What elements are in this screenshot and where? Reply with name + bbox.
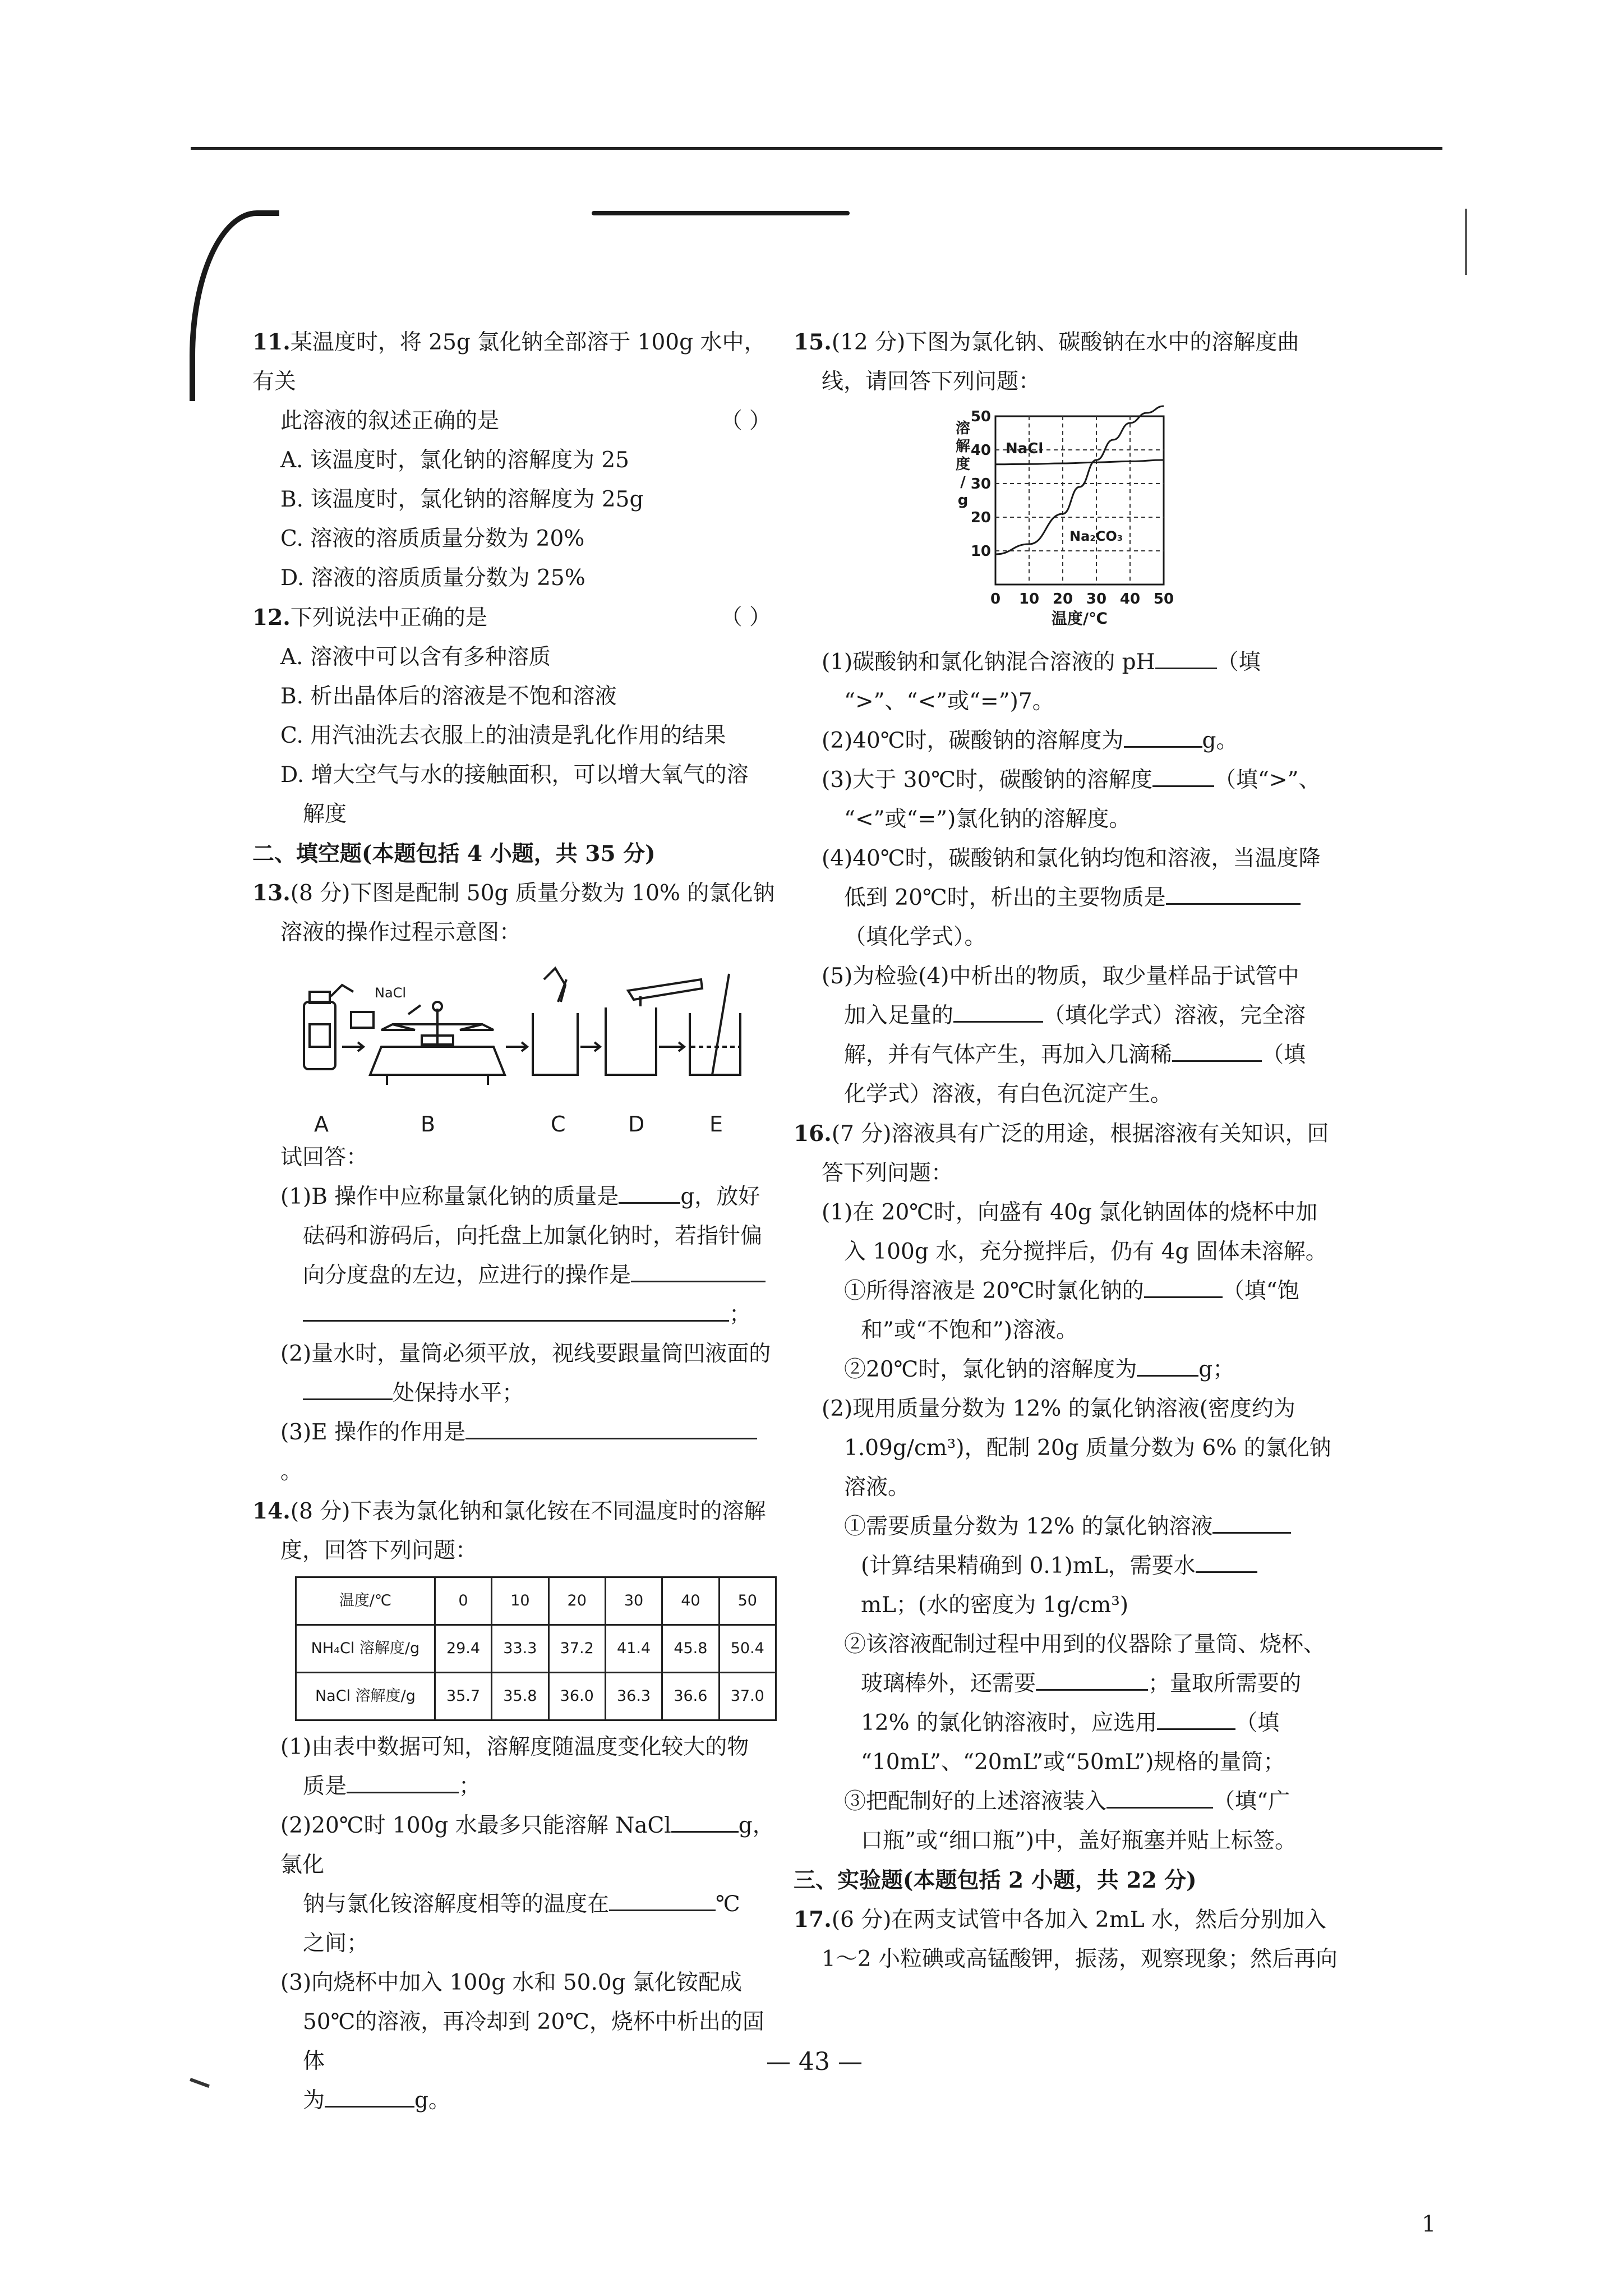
table-cell: 41.4 (605, 1625, 662, 1673)
table-cell: 37.0 (719, 1673, 776, 1720)
beaker-c (533, 968, 578, 1075)
table-cell: 40 (662, 1577, 719, 1625)
text: g，氯化 (280, 1813, 774, 1878)
nacl-label: NaCl (375, 985, 407, 1001)
text: 50℃的溶液，再冷却到 20℃，烧杯中析出的固体 (303, 2009, 764, 2074)
balance-b (370, 1002, 505, 1085)
question-number: 14. (252, 1498, 291, 1524)
question-stem: (12 分)下图为氯化钠、碳酸钠在水中的溶解度曲 (831, 330, 1299, 355)
question-stem: (6 分)在两支试管中各加入 2mL 水，然后分别加入 (831, 1907, 1326, 1932)
question-12 (252, 598, 777, 834)
text: 加入足量的 (844, 1003, 954, 1028)
question-number: 11. (252, 329, 291, 355)
text: (3)大于 30℃时，碳酸钠的溶解度 (822, 767, 1152, 793)
text: ①需要质量分数为 12% 的氯化钠溶液 (844, 1514, 1213, 1539)
text: (1)碳酸钠和氯化钠混合溶液的 pH (822, 650, 1155, 675)
x-tick-label: 10 (1018, 591, 1040, 608)
text: （填 (1262, 1042, 1306, 1068)
table-cell: NH₄Cl 溶解度/g (296, 1625, 435, 1673)
answer-blank[interactable] (1166, 883, 1301, 905)
table-cell: 36.6 (662, 1673, 719, 1720)
prompt: 试回答： (280, 1145, 368, 1170)
question-stem: 此溶液的叙述正确的是 (280, 408, 500, 434)
beaker-d (606, 979, 702, 1075)
answer-blank[interactable] (619, 1182, 680, 1204)
reagent-bottle-a (304, 985, 374, 1069)
series-label-nacl: NaCl (1006, 440, 1044, 457)
text: g； (1198, 1357, 1235, 1382)
y-tick-label: 20 (970, 509, 991, 526)
table-cell: 50.4 (719, 1625, 776, 1673)
table-cell: 0 (435, 1577, 491, 1625)
question-17 (794, 1900, 1349, 1979)
label-b: B (421, 1112, 436, 1137)
text: ①所得溶液是 20℃时氯化钠的 (844, 1278, 1144, 1304)
question-number: 15. (794, 329, 832, 355)
answer-blank[interactable] (1157, 1708, 1235, 1730)
text: 处保持水平； (393, 1381, 524, 1406)
question-14 (252, 1492, 777, 2120)
answer-blank[interactable] (953, 1001, 1043, 1023)
text: (3)向烧杯中加入 100g 水和 50.0g 氯化铵配成 (280, 1970, 743, 1995)
text: (2)40℃时，碳酸钠的溶解度为 (822, 728, 1124, 753)
text: (1)在 20℃时，向盛有 40g 氯化钠固体的烧杯中加 (822, 1200, 1318, 1225)
question-stem: 线，请回答下列问题： (822, 369, 1041, 394)
answer-blank[interactable] (1212, 1512, 1291, 1534)
text: 化学式）溶液，有白色沉淀产生。 (844, 1082, 1173, 1107)
text: 向分度盘的左边，应进行的操作是 (303, 1263, 631, 1288)
text: (2)现用质量分数为 12% 的氯化钠溶液(密度约为 (822, 1396, 1295, 1421)
y-tick-label: 10 (970, 543, 991, 560)
table-cell: 36.0 (548, 1673, 605, 1720)
text: 玻璃棒外，还需要 (861, 1671, 1036, 1696)
text: ③把配制好的上述溶液装入 (844, 1789, 1107, 1814)
scan-edge-mark-bottom (190, 2078, 210, 2088)
option-d: D. 溶液的溶质质量分数为 25% (280, 565, 585, 591)
text: “10mL”、“20mL”或“50mL”)规格的量筒； (861, 1750, 1285, 1775)
x-tick-label: 20 (1052, 591, 1073, 608)
table-cell: 37.2 (548, 1625, 605, 1673)
question-stem: (7 分)溶液具有广泛的用途，根据溶液有关知识，回 (831, 1121, 1329, 1147)
table-cell: 29.4 (435, 1625, 491, 1673)
y-axis-label-char: g (957, 492, 969, 509)
text: (计算结果精确到 0.1)mL，需要水 (861, 1553, 1196, 1579)
text: (5)为检验(4)中析出的物质，取少量样品于试管中 (822, 964, 1299, 989)
text: ②20℃时，氯化钠的溶解度为 (844, 1357, 1137, 1382)
answer-blank[interactable] (303, 1378, 393, 1400)
answer-blank[interactable] (1137, 1355, 1198, 1377)
text: g。 (414, 2088, 450, 2113)
answer-blank[interactable] (1036, 1669, 1148, 1691)
question-16 (794, 1114, 1349, 1861)
text: 钠与氯化铵溶解度相等的温度在 (303, 1892, 610, 1917)
question-stem: 度，回答下列问题： (280, 1538, 478, 1563)
text: ； (459, 1774, 481, 1799)
y-axis-label-char: 溶 (955, 420, 971, 437)
text: （填“饱 (1222, 1278, 1299, 1304)
y-axis-label-char: 度 (955, 456, 971, 473)
text: (4)40℃时，碳酸钠和氯化钠均饱和溶液，当温度降 (822, 846, 1321, 871)
text: “>”、“<”或“=”)7。 (844, 689, 1054, 714)
question-number: 13. (252, 880, 291, 906)
scan-edge-mark (1465, 209, 1467, 275)
text: g，放好 (680, 1184, 760, 1209)
text: （填化学式）。 (844, 924, 986, 950)
question-number: 17. (794, 1907, 832, 1932)
text: 和”或“不饱和”)溶液。 (861, 1318, 1078, 1343)
top-rule (191, 147, 1442, 150)
table-cell: 35.7 (435, 1673, 491, 1720)
section-heading-2: 二、填空题(本题包括 4 小题，共 35 分) (252, 841, 656, 867)
question-stem: 下列说法中正确的是 (290, 605, 487, 631)
text: mL；(水的密度为 1g/cm³) (861, 1593, 1129, 1618)
y-axis-label-char: / (960, 474, 966, 491)
table-cell: 30 (605, 1577, 662, 1625)
text: 解，并有气体产生，再加入几滴稀 (844, 1042, 1173, 1068)
question-15 (794, 323, 1349, 1114)
answer-blank[interactable] (1144, 1276, 1223, 1298)
option-c: C. 用汽油洗去衣服上的油渍是乳化作用的结果 (280, 723, 726, 748)
text: ②该溶液配制过程中用到的仪器除了量筒、烧杯、 (844, 1632, 1326, 1657)
text: 12% 的氯化钠溶液时，应选用 (861, 1710, 1158, 1736)
answer-blank[interactable] (631, 1260, 766, 1282)
section-heading-3: 三、实验题(本题包括 2 小题，共 22 分) (794, 1867, 1197, 1893)
option-b: B. 析出晶体后的溶液是不饱和溶液 (280, 684, 617, 709)
answer-blank[interactable] (303, 1300, 729, 1322)
option-b: B. 该温度时，氯化钠的溶解度为 25g (280, 487, 644, 512)
table-header-row (296, 1577, 776, 1625)
text: g。 (1202, 728, 1238, 753)
table-cell: 45.8 (662, 1625, 719, 1673)
answer-blank[interactable] (1172, 1040, 1262, 1062)
text: ； (729, 1302, 751, 1327)
text: 入 100g 水，充分搅拌后，仍有 4g 固体未溶解。 (844, 1239, 1327, 1264)
text: 砝码和游码后，向托盘上加氯化钠时，若指针偏 (303, 1223, 763, 1249)
text: (3)E 操作的作用是 (280, 1420, 466, 1445)
text: （填“>”、 (1214, 767, 1321, 793)
text: 之间； (303, 1931, 369, 1956)
question-stem: (8 分)下图是配制 50g 质量分数为 10% 的氯化钠 (290, 881, 775, 906)
text: （填“广 (1213, 1789, 1290, 1814)
sheet-number: 1 (1422, 2211, 1436, 2237)
label-e: E (709, 1112, 723, 1137)
table-row (296, 1673, 776, 1720)
x-axis-label: 温度/℃ (1051, 609, 1108, 628)
text: (1)由表中数据可知，溶解度随温度变化较大的物 (280, 1734, 749, 1760)
series-label-na2co3: Na₂CO₃ (1069, 528, 1123, 544)
text: “<”或“=”)氯化钠的溶解度。 (844, 807, 1131, 832)
text: 质是 (303, 1774, 347, 1799)
x-tick-label: 0 (990, 591, 1001, 608)
answer-blank[interactable] (347, 1772, 459, 1793)
answer-blank[interactable] (609, 1889, 716, 1911)
option-c: C. 溶液的溶质质量分数为 20% (280, 526, 585, 551)
table-cell: 35.8 (492, 1673, 548, 1720)
label-a: A (314, 1112, 329, 1137)
answer-blank[interactable] (465, 1418, 757, 1439)
answer-blank[interactable] (1106, 1787, 1213, 1809)
table-cell: 50 (719, 1577, 776, 1625)
chart-svg (951, 405, 1192, 641)
y-tick-label: 40 (970, 442, 991, 459)
table-row (296, 1625, 776, 1673)
table-cell: 10 (492, 1577, 548, 1625)
text: (1)B 操作中应称量氯化钠的质量是 (280, 1184, 619, 1209)
text: (2)量水时，量筒必须平放，视线要跟量筒凹液面的 (280, 1341, 771, 1366)
answer-paren: （ ） (720, 605, 771, 630)
y-tick-label: 50 (970, 408, 991, 425)
option-d: D. 增大空气与水的接触面积，可以增大氧气的溶 (280, 762, 749, 788)
option-a: A. 该温度时，氯化钠的溶解度为 25 (280, 448, 629, 473)
y-axis-label-char: 解 (955, 438, 971, 455)
table-cell: NaCl 溶解度/g (296, 1673, 435, 1720)
text: 低到 20℃时，析出的主要物质是 (844, 885, 1166, 910)
text: ℃ (716, 1892, 740, 1917)
question-13 (252, 873, 777, 1492)
right-column (794, 323, 1349, 1979)
answer-paren: （ ） (720, 408, 771, 434)
text: 。 (280, 1459, 303, 1484)
y-tick-label: 30 (970, 476, 991, 493)
series-line-0 (995, 460, 1164, 464)
solubility-chart (951, 405, 1192, 641)
answer-blank[interactable] (671, 1811, 739, 1833)
question-11 (252, 323, 777, 598)
text: ；量取所需要的 (1148, 1671, 1302, 1696)
apparatus-diagram (297, 963, 763, 1092)
question-number: 16. (794, 1121, 832, 1147)
table-cell: 温度/℃ (296, 1577, 435, 1625)
x-tick-label: 30 (1086, 591, 1107, 608)
x-tick-label: 50 (1153, 591, 1174, 608)
text: (2)20℃时 100g 水最多只能溶解 NaCl (280, 1813, 671, 1838)
table-cell: 20 (548, 1577, 605, 1625)
answer-blank[interactable] (1124, 726, 1202, 748)
x-tick-label: 40 (1119, 591, 1141, 608)
solubility-table (295, 1576, 777, 1721)
question-stem: 溶液的操作过程示意图： (280, 920, 522, 945)
question-number: 12. (252, 605, 291, 631)
text: 口瓶”或“细口瓶”)中，盖好瓶塞并贴上标签。 (861, 1828, 1297, 1853)
table-cell: 36.3 (605, 1673, 662, 1720)
option-a: A. 溶液中可以含有多种溶质 (280, 645, 551, 670)
label-d: D (628, 1112, 645, 1137)
label-c: C (551, 1112, 566, 1137)
text: 1.09g/cm³)，配制 20g 质量分数为 6% 的氯化钠溶液。 (844, 1435, 1331, 1500)
apparatus-labels (297, 1105, 763, 1138)
text: （填化学式）溶液，完全溶 (1043, 1003, 1306, 1028)
answer-blank[interactable] (325, 2086, 414, 2108)
answer-blank[interactable] (1196, 1551, 1257, 1573)
text: （填 (1235, 1710, 1280, 1736)
table-cell: 33.3 (492, 1625, 548, 1673)
page-number: — 43 — (766, 2047, 863, 2076)
question-stem: (8 分)下表为氯化钠和氯化铵在不同温度时的溶解 (290, 1499, 766, 1524)
text: （填 (1216, 650, 1261, 675)
header-bar (592, 211, 850, 215)
question-stem: 1～2 小粒碘或高锰酸钾，振荡，观察现象；然后再向 (822, 1947, 1338, 1972)
question-stem: 答下列问题： (822, 1161, 953, 1186)
option-d-cont: 解度 (303, 802, 347, 827)
left-column (252, 323, 777, 2120)
question-stem: 某温度时，将 25g 氯化钠全部溶于 100g 水中，有关 (252, 330, 766, 394)
answer-blank[interactable] (1152, 765, 1214, 787)
answer-blank[interactable] (1155, 647, 1217, 669)
text: 为 (303, 2088, 325, 2113)
